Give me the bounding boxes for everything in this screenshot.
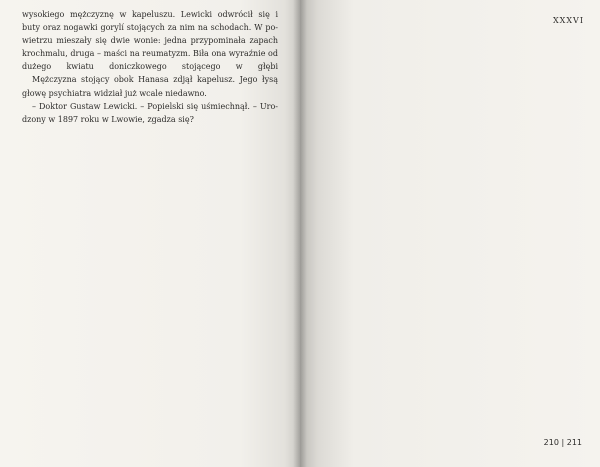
right-page bbox=[300, 0, 600, 467]
book-gutter-shadow bbox=[293, 0, 307, 467]
text-line: wysokiego mężczyznę w kapeluszu. Lewicki odwrócił się i bbox=[22, 10, 278, 19]
text-line: buty oraz nogawki gorylí stojących za nim na schodach. W po- bbox=[22, 23, 278, 33]
left-page-text bbox=[22, 8, 278, 126]
text-line: – Doktor Gustaw Lewicki. – Popielski się uśmiechnął. – Uro- bbox=[32, 101, 278, 111]
chapter-heading: XXXVI bbox=[552, 16, 584, 25]
text-line: dużego kwiatu doniczkowego stojącego w głębi bbox=[22, 62, 278, 72]
text-line: Mężczyzna stojący obok Hanasa zdjął kapelusz. Jego łysą bbox=[32, 75, 278, 85]
text-line: krochmalu, druga – maści na reumatyzm. Biła ona wyraźnie od bbox=[22, 49, 278, 59]
text-line: wietrzu mieszały się dwie wonie: jedna przypominała zapach bbox=[22, 36, 278, 46]
page-numbers: 210 | 211 bbox=[543, 438, 582, 447]
text-line: dzony w 1897 roku w Lwowie, zgadza się? bbox=[22, 114, 194, 124]
text-line: głowę psychiatra widział już wcale niedawno. bbox=[22, 88, 207, 98]
